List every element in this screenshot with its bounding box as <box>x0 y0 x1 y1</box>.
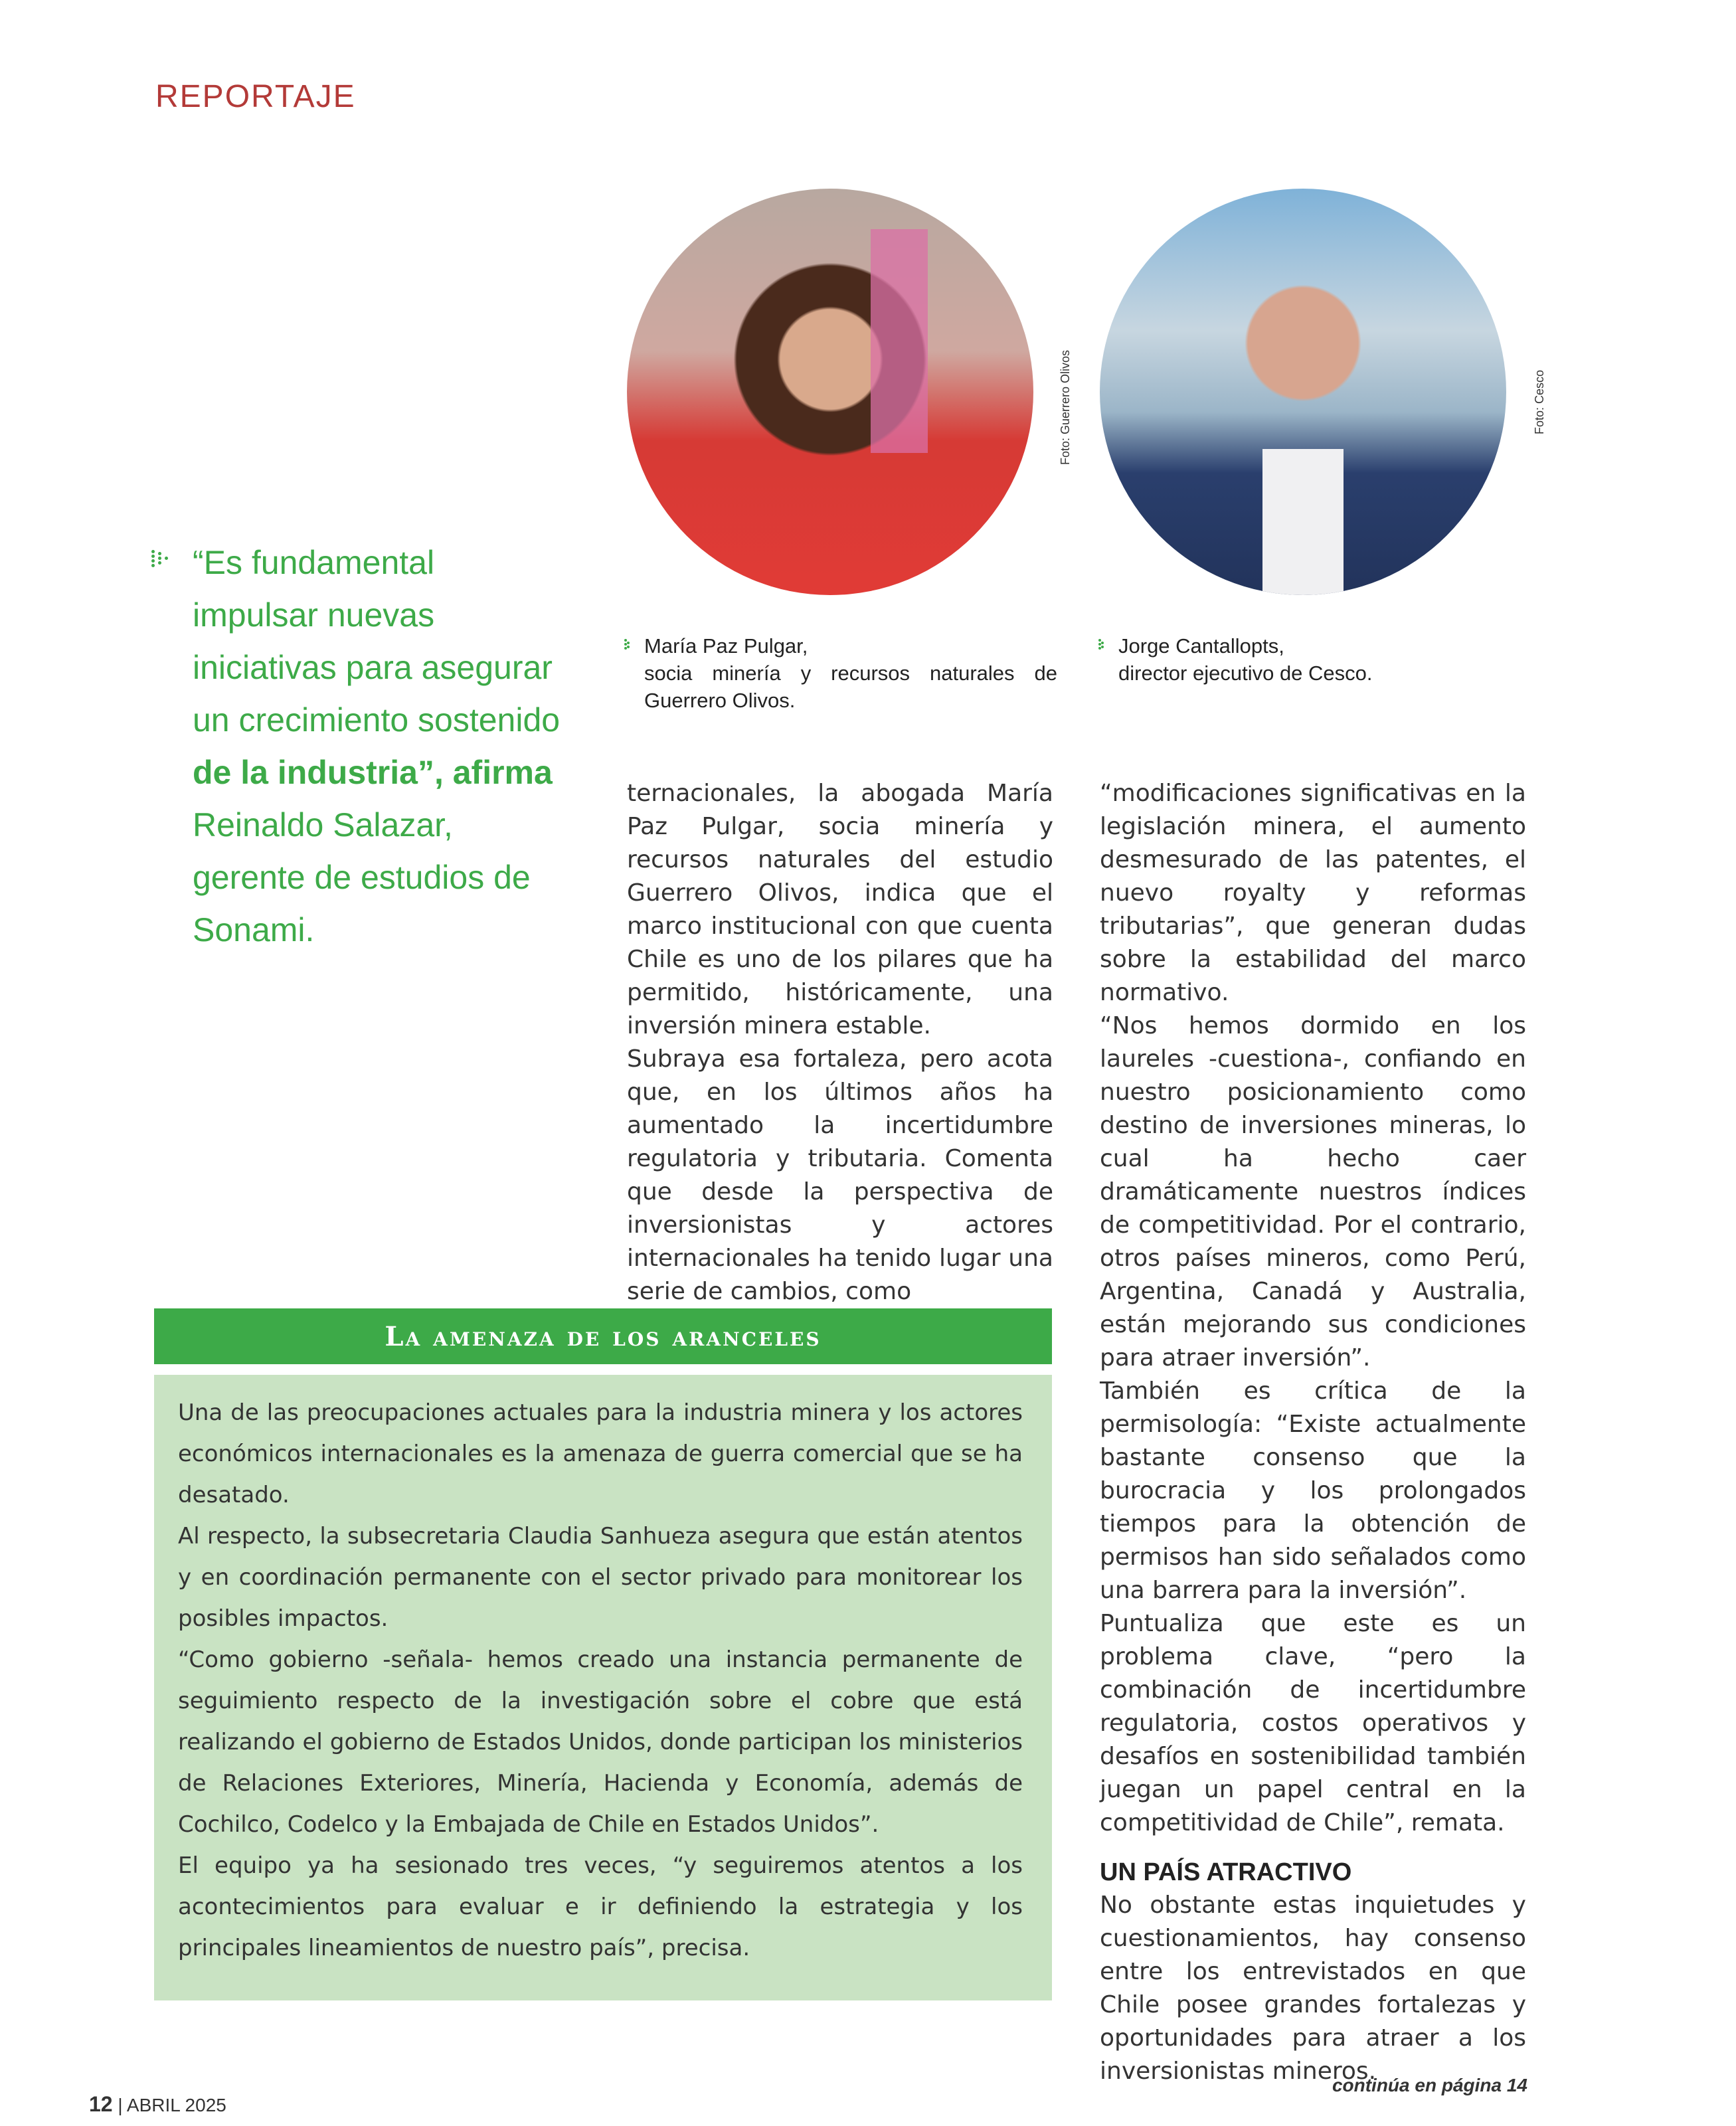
paragraph: Puntualiza que este es un problema clave, “pero la combinación de incertidumbre regulatoria, costos operativos y desafíos en sostenibilidad también juegan un papel central en la competitividad de Chile”, remata. <box>1100 1610 1526 1836</box>
photo-credit-left: Foto: Guerrero Olivos <box>1059 349 1072 465</box>
portrait-maria-paz-pulgar <box>627 189 1033 595</box>
pull-quote <box>151 537 563 956</box>
paragraph: “Como gobierno -señala- hemos creado una instancia permanente de seguimiento respecto de la investigación sobre el cobre que está realizando el gobierno de Estados Unidos, donde participan los ministerios de Relaciones Exteriores, Minería, Hacienda y Economía, además de Cochilco, Codelco y la Embajada de Chile en Estados Unidos”. <box>178 1646 1023 1838</box>
pull-quote-text: “Es fundamental impulsar nuevas iniciativas para asegurar un crecimiento sostenido de la industria”, afirma Reinaldo Salazar, gerente de estudios de Sonami. <box>193 544 561 948</box>
paragraph: “Nos hemos dormido en los laureles -cuestiona-, confiando en nuestro posicionamiento como destino de inversiones mineras, lo cual ha hecho caer dramáticamente nuestros índices de competitividad. Por el contrario, otros países mineros, como Perú, Argentina, Canadá y Australia, están mejorando sus condiciones para atraer inversión”. <box>1100 1012 1526 1372</box>
caption-right-name: Jorge Cantallopts, <box>1118 634 1284 658</box>
paragraph: También es crítica de la permisología: “Existe actualmente bastante consenso que la burocracia y los prolongados tiempos para la obtención de permisos han sido señalados como una barrera para la inversión”. <box>1100 1377 1526 1604</box>
article-column-middle <box>627 777 1053 1308</box>
sidebar-box-title: La amenaza de los aranceles <box>154 1308 1052 1364</box>
caption-left-name: María Paz Pulgar, <box>644 634 808 658</box>
continue-note: continúa en página 14 <box>1332 2075 1527 2095</box>
paragraph: “modificaciones significativas en la legislación minera, el aumento desmesurado de las patentes, el nuevo royalty y reformas tributarias”, que generan dudas sobre la estabilidad del marco normativo. <box>1100 780 1526 1006</box>
paragraph: Una de las preocupaciones actuales para la industria minera y los actores económicos internacionales es la amenaza de guerra comercial que se ha desatado. <box>178 1399 1023 1508</box>
caption-left-role: socia minería y recursos naturales de Guerrero Olivos. <box>644 662 1057 712</box>
caption-left <box>624 632 1057 714</box>
article-column-right <box>1100 777 1526 2088</box>
bullet-dots-icon <box>151 549 168 569</box>
paragraph: ternacionales, la abogada María Paz Pulgar, socia minería y recursos naturales del estudio Guerrero Olivos, indica que el marco institucional con que cuenta Chile es uno de los pilares que ha permitido, históricamente, una inversión minera estable. <box>627 780 1053 1039</box>
caption-right <box>1098 632 1510 687</box>
section-label: REPORTAJE <box>155 79 356 114</box>
page-number: 12 <box>89 2092 113 2116</box>
page-footer <box>89 2092 226 2117</box>
paragraph: Subraya esa fortaleza, pero acota que, en los últimos años ha aumentado la incertidumbre regulatoria y tributaria. Comenta que desde la perspectiva de inversionistas y actores internacionales ha tenido lugar una serie de cambios, como <box>627 1045 1053 1305</box>
caption-right-role: director ejecutivo de Cesco. <box>1118 662 1373 685</box>
portrait-jorge-cantallopts <box>1100 189 1506 595</box>
paragraph: Al respecto, la subsecretaria Claudia Sanhueza asegura que están atentos y en coordinación permanente con el sector privado para monitorear los posibles impactos. <box>178 1523 1023 1632</box>
paragraph: No obstante estas inquietudes y cuestionamientos, hay consenso entre los entrevistados en que Chile posee grandes fortalezas y oportunidades para atraer a los inversionistas mineros. <box>1100 1892 1526 2085</box>
sidebar-box-body <box>154 1375 1052 2000</box>
subheading: UN PAÍS ATRACTIVO <box>1100 1858 1352 1886</box>
issue-date: ABRIL 2025 <box>126 2095 226 2115</box>
footer-separator: | <box>118 2095 123 2115</box>
paragraph: El equipo ya ha sesionado tres veces, “y seguiremos atentos a los acontecimientos para evaluar e ir definiendo la estrategia y los principales lineamientos de nuestro país”, precisa. <box>178 1852 1023 1961</box>
bullet-dots-icon <box>1098 638 1104 665</box>
photo-credit-right: Foto: Cesco <box>1533 369 1546 434</box>
bullet-dots-icon <box>624 638 630 665</box>
